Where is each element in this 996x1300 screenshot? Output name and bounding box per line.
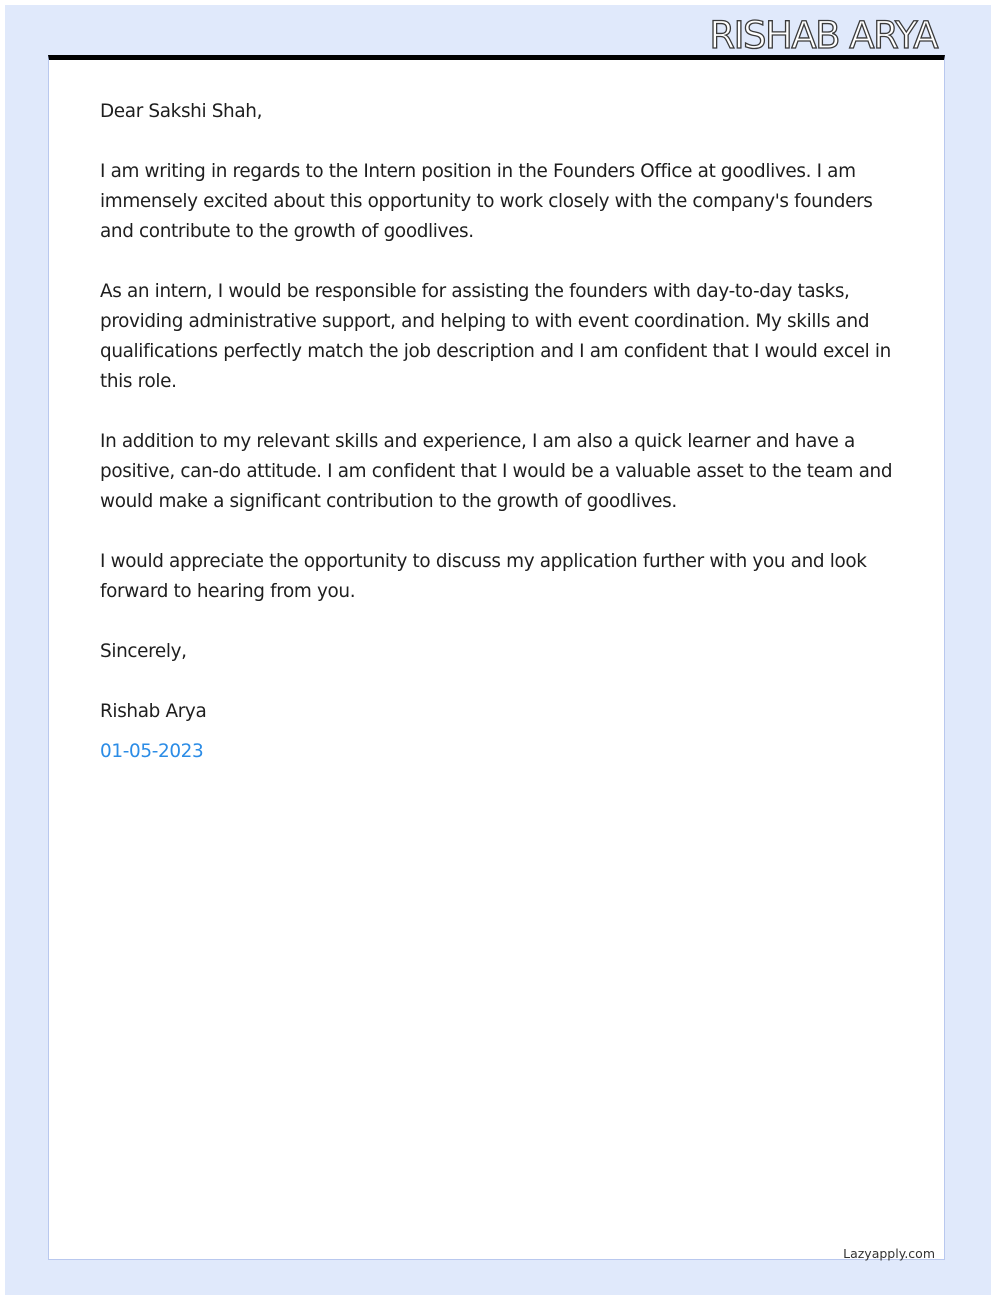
paragraph-4: I would appreciate the opportunity to discuss my application further with you and look forward to hearing from you. [100,551,867,602]
closing: Sincerely, [100,641,187,662]
header-name: RISHAB ARYA [709,14,937,57]
letter-date: 01-05-2023 [100,741,204,762]
salutation: Dear Sakshi Shah, [100,101,263,122]
paragraph-3: In addition to my relevant skills and experience, I am also a quick learner and have a positive, can-do attitude. I am confident that I would be a valuable asset to the team and would make a significant contribution to the growth of goodlives. [100,431,893,512]
letter-body [100,97,910,767]
signature-name: Rishab Arya [100,701,207,722]
footer-brand: Lazyapply.com [843,1246,935,1261]
paragraph-1: I am writing in regards to the Intern position in the Founders Office at goodlives. I am immensely excited about this opportunity to work closely with the company's founders and contribute to the growth of goodlives. [100,161,873,242]
paragraph-2: As an intern, I would be responsible for assisting the founders with day-to-day tasks, providing administrative support, and helping to with event coordination. My skills and qualifications perfectly match the job description and I am confident that I would excel in this role. [100,281,891,392]
